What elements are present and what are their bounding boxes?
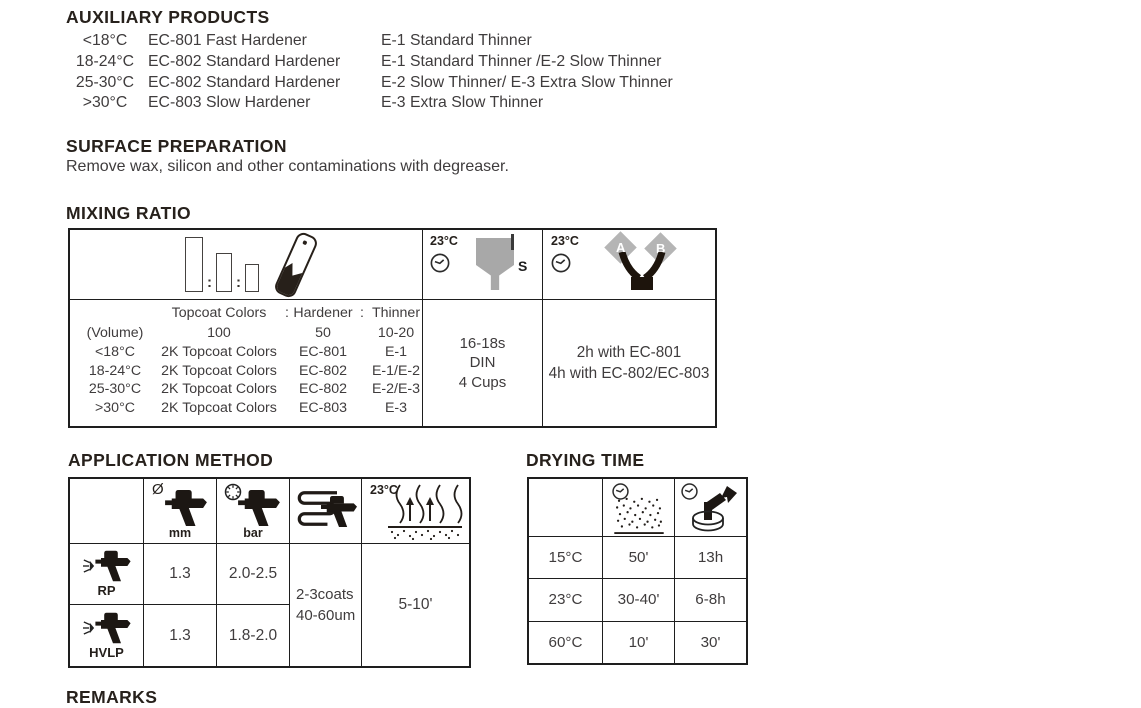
mix-cell: 25-30°C <box>88 381 142 398</box>
mix-cell: Topcoat Colors <box>171 305 267 321</box>
surface-preparation-text: Remove wax, silicon and other contaminations with degreaser. <box>66 158 509 175</box>
mix-cell <box>282 363 292 382</box>
pour-arrows <box>613 252 671 292</box>
flash-off-value: 5-10' <box>398 596 433 613</box>
viscosity-line: DIN <box>469 354 496 372</box>
clock-icon <box>550 252 572 274</box>
mixing-ratio-values-cell <box>70 299 422 426</box>
ratio-bar-large <box>185 237 203 292</box>
viscosity-header-cell <box>422 230 542 299</box>
mix-cell: 2K Topcoat Colors <box>161 344 277 360</box>
dust-free-cell <box>602 621 674 663</box>
mix-cell: 10-20 <box>377 325 415 341</box>
dry-header-empty-cell <box>529 479 602 536</box>
mixing-ratio-table <box>68 228 717 428</box>
mix-cell: 2K Topcoat Colors <box>161 362 277 379</box>
dry-time-cell <box>674 536 746 578</box>
ratio-bar-small <box>245 264 259 292</box>
mix-cell: E-1/E-2 <box>371 362 421 379</box>
mix-cell: >30°C <box>95 399 135 416</box>
rp-gun-cell <box>70 543 143 604</box>
aux-thinner: E-1 Standard Thinner /E-2 Slow Thinner <box>381 52 662 70</box>
dry-time-value: 30' <box>700 633 721 651</box>
dust-free-value: 50' <box>628 549 649 567</box>
flash-off-header-cell <box>361 479 469 543</box>
cup-size-label: S <box>518 258 528 274</box>
component-b-label: B <box>655 240 666 256</box>
ratio-bar-medium <box>216 253 232 292</box>
nozzle-unit-label: mm <box>168 526 192 540</box>
rp-nozzle-cell <box>143 543 216 604</box>
mixing-ratio-header-cell <box>70 230 422 299</box>
dry-handling-header-cell <box>674 479 746 536</box>
mix-cell <box>282 400 292 419</box>
coats-line: 2-3coats <box>296 586 354 603</box>
surface-preparation-heading: SURFACE PREPARATION <box>66 136 287 156</box>
mix-cell <box>282 325 292 344</box>
dust-free-icon <box>613 497 665 535</box>
spray-gun-icon <box>321 495 357 528</box>
mix-cell <box>282 344 292 363</box>
mixing-ratio-heading: MIXING RATIO <box>66 203 192 223</box>
viscosity-cup-icon <box>476 238 514 290</box>
mix-cell: E-3 <box>384 399 408 416</box>
dust-free-cell <box>602 578 674 620</box>
stick-hole <box>302 240 307 245</box>
pressure-unit-label: bar <box>243 526 263 540</box>
pot-life-pour-icon <box>601 234 685 294</box>
flash-off-icon <box>382 483 466 540</box>
dry-time-value: 6-8h <box>695 591 726 609</box>
remarks-heading: REMARKS <box>66 687 158 707</box>
coats-header-cell <box>289 479 361 543</box>
viscosity-temp-label: 23°C <box>430 234 458 248</box>
spray-fan-icon <box>83 556 95 576</box>
application-method-table <box>68 477 471 668</box>
aux-hardener: EC-802 Standard Hardener <box>148 73 341 91</box>
mix-cell: <18°C <box>95 344 135 360</box>
pressure-header-cell <box>216 479 289 543</box>
aux-temp: 18-24°C <box>75 52 135 70</box>
dry-time-value: 13h <box>697 549 724 567</box>
aux-hardener: EC-802 Standard Hardener <box>148 52 341 70</box>
mixing-sub-table <box>70 300 422 426</box>
viscosity-cup-stem <box>511 234 514 250</box>
dry-temp: 23°C <box>548 591 583 609</box>
spray-gun-icon <box>238 489 280 527</box>
mix-cell <box>354 325 370 344</box>
pot-life-temp-label: 23°C <box>551 234 579 248</box>
drying-time-heading: DRYING TIME <box>526 450 645 470</box>
aux-thinner: E-3 Extra Slow Thinner <box>381 94 544 112</box>
pot-life-value-cell <box>542 299 715 426</box>
pot-life-line: 2h with EC-801 <box>576 344 682 361</box>
mix-cell: 50 <box>315 325 331 341</box>
mix-cell: 18-24°C <box>88 362 142 379</box>
aux-thinner: E-2 Slow Thinner/ E-3 Extra Slow Thinner <box>381 73 673 91</box>
app-header-empty-cell <box>70 479 143 543</box>
auxiliary-products-list <box>62 31 673 114</box>
aux-hardener: EC-803 Slow Hardener <box>148 94 311 112</box>
viscosity-line: 16-18s <box>459 334 506 352</box>
ratio-colon: : <box>236 274 241 291</box>
spray-gun-icon <box>95 612 131 644</box>
mix-cell: E-1 <box>384 344 408 360</box>
hvlp-nozzle-cell <box>143 604 216 666</box>
nozzle-value: 1.3 <box>169 626 191 644</box>
aux-thinner: E-1 Standard Thinner <box>381 32 532 49</box>
mix-cell: E-2/E-3 <box>371 381 421 398</box>
mix-cell <box>354 363 370 382</box>
spray-fan-icon <box>83 618 95 638</box>
coats-value-cell <box>289 543 361 666</box>
component-a-label: A <box>615 239 626 255</box>
flash-off-value-cell <box>361 543 469 666</box>
mix-cell: 100 <box>207 325 231 341</box>
stir-stick-icon <box>273 230 320 299</box>
dry-temp-cell <box>529 578 602 620</box>
gun-type-label: RP <box>97 583 116 598</box>
hvlp-pressure-cell <box>216 604 289 666</box>
pot-life-header-cell <box>542 230 715 299</box>
aux-temp: 25-30°C <box>75 73 135 91</box>
mix-cell: Thinner <box>371 305 421 321</box>
mix-cell: EC-801 <box>298 344 348 360</box>
ratio-colon: : <box>207 274 212 291</box>
pressure-value: 1.8-2.0 <box>228 626 278 644</box>
viscosity-line: 4 Cups <box>458 373 507 391</box>
nozzle-header-cell <box>143 479 216 543</box>
ratio-bars-icon <box>185 237 259 292</box>
dust-free-cell <box>602 536 674 578</box>
auxiliary-products-heading: AUXILIARY PRODUCTS <box>66 7 270 27</box>
pressure-value: 2.0-2.5 <box>228 565 278 582</box>
viscosity-value-cell <box>422 299 542 426</box>
mix-cell: EC-803 <box>298 399 348 416</box>
mix-cell: : <box>360 305 364 321</box>
mix-cell: 2K Topcoat Colors <box>161 381 277 398</box>
mix-cell <box>74 305 156 325</box>
spray-gun-icon <box>165 489 207 527</box>
drying-time-table <box>527 477 748 665</box>
mix-cell: 2K Topcoat Colors <box>161 399 277 416</box>
rp-pressure-cell <box>216 543 289 604</box>
pot-life-line: 4h with EC-802/EC-803 <box>548 365 710 382</box>
dry-temp: 15°C <box>548 549 583 567</box>
handling-time-icon <box>687 484 743 534</box>
mix-cell <box>354 381 370 400</box>
mix-cell <box>354 344 370 363</box>
dry-time-cell <box>674 621 746 663</box>
hvlp-gun-cell <box>70 604 143 666</box>
flash-off-temp-label: 23°C <box>370 483 398 497</box>
dust-free-value: 30-40' <box>617 591 660 609</box>
aux-temp: >30°C <box>82 94 128 112</box>
dry-temp: 60°C <box>548 633 583 651</box>
mix-cell: EC-802 <box>298 362 348 379</box>
mix-cell: : <box>285 305 289 321</box>
dust-free-header-cell <box>602 479 674 536</box>
mix-cell <box>282 381 292 400</box>
nozzle-diameter-symbol: Ø <box>152 481 164 498</box>
dry-temp-cell <box>529 621 602 663</box>
stick-paint <box>274 257 307 298</box>
aux-hardener: EC-801 Fast Hardener <box>148 32 307 49</box>
mix-cell: EC-802 <box>298 381 348 398</box>
dust-free-value: 10' <box>628 633 649 651</box>
dry-temp-cell <box>529 536 602 578</box>
application-method-heading: APPLICATION METHOD <box>68 450 274 470</box>
aux-temp: <18°C <box>82 32 128 49</box>
nozzle-value: 1.3 <box>169 565 191 582</box>
mix-cell: Hardener <box>293 305 353 321</box>
gun-type-label: HVLP <box>89 644 124 660</box>
dry-time-cell <box>674 578 746 620</box>
mix-cell <box>354 400 370 419</box>
mix-cell: (Volume) <box>86 325 144 341</box>
spray-gun-icon <box>95 550 131 582</box>
clock-icon <box>429 252 451 274</box>
coats-line: 40-60um <box>296 607 356 624</box>
